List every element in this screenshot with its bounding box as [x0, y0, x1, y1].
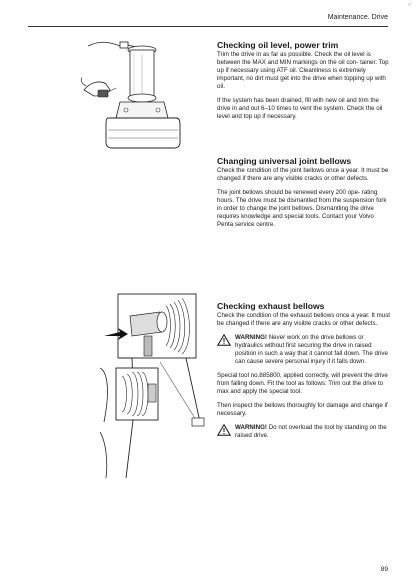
section-title: Changing universal joint bellows [217, 156, 352, 166]
power-trim-reservoir-illustration [80, 34, 200, 152]
page-header [0, 0, 416, 30]
header-section-title: Maintenance. Drive [327, 14, 388, 21]
paragraph: Check the condition of the joint bellows once a year. It must be changed if there are any visible cracks or other defects. [217, 167, 389, 182]
warning-label: WARNING! [235, 334, 267, 341]
paragraph: If the system has been drained, fill with new oil and trim the drive in and out 6–10 times to vent the system. Check the oil level and top up if necessary. [217, 97, 383, 120]
warning-text: Do not overload the tool by standing on the raised drive. [235, 424, 387, 439]
paragraph: Check the condition of the exhaust bellows once a year. It must be changed if there are any visible cracks or other defects. [217, 312, 391, 327]
header-rule [28, 26, 388, 27]
warning-triangle-icon [217, 334, 231, 346]
warning-label: WARNING! [235, 424, 267, 431]
section-universal-joint-bellows [217, 156, 391, 235]
section-oil-level [217, 40, 391, 127]
paragraph: The joint bellows should be renewed every 200 ope- rating hours. The drive must be dismantled from the suspension fork in order to change the joint bellows. Dismantling the drive requires knowledge and special tools. Contact your Volvo Penta service centre. [217, 189, 387, 228]
section-title: Checking exhaust bellows [217, 301, 325, 311]
page-number: 89 [380, 566, 388, 573]
corner-mark: ✓ [407, 2, 412, 8]
warning-text: Never work on the drive bellows or hydraulics without first securing the drive in raised position in such a way that it cannot fall down. The drive can cause severe personal injury if it falls down. [235, 334, 388, 365]
section-exhaust-bellows [217, 301, 391, 446]
warning-triangle-icon [217, 424, 231, 436]
exhaust-bellows-illustration [100, 292, 210, 480]
section-title: Checking oil level, power trim [217, 40, 339, 50]
paragraph: Then inspect the bellows thoroughly for damage and change if necessary. [217, 402, 388, 417]
warning-block [217, 334, 391, 366]
paragraph: Trim the drive in as far as possible. Check the oil level is between the MAX and MIN markings on the oil con- tainer. Top up if necessary using ATF oil. Cleanliness is extremely important, no dirt must get into the drive when topping up with oil. [217, 51, 389, 90]
paragraph: Special tool no.885800, applied correctly, will prevent the drive from falling down. Fit the tool as follows: Trim out the drive to max and apply the special tool. [217, 372, 388, 395]
warning-block [217, 424, 391, 440]
